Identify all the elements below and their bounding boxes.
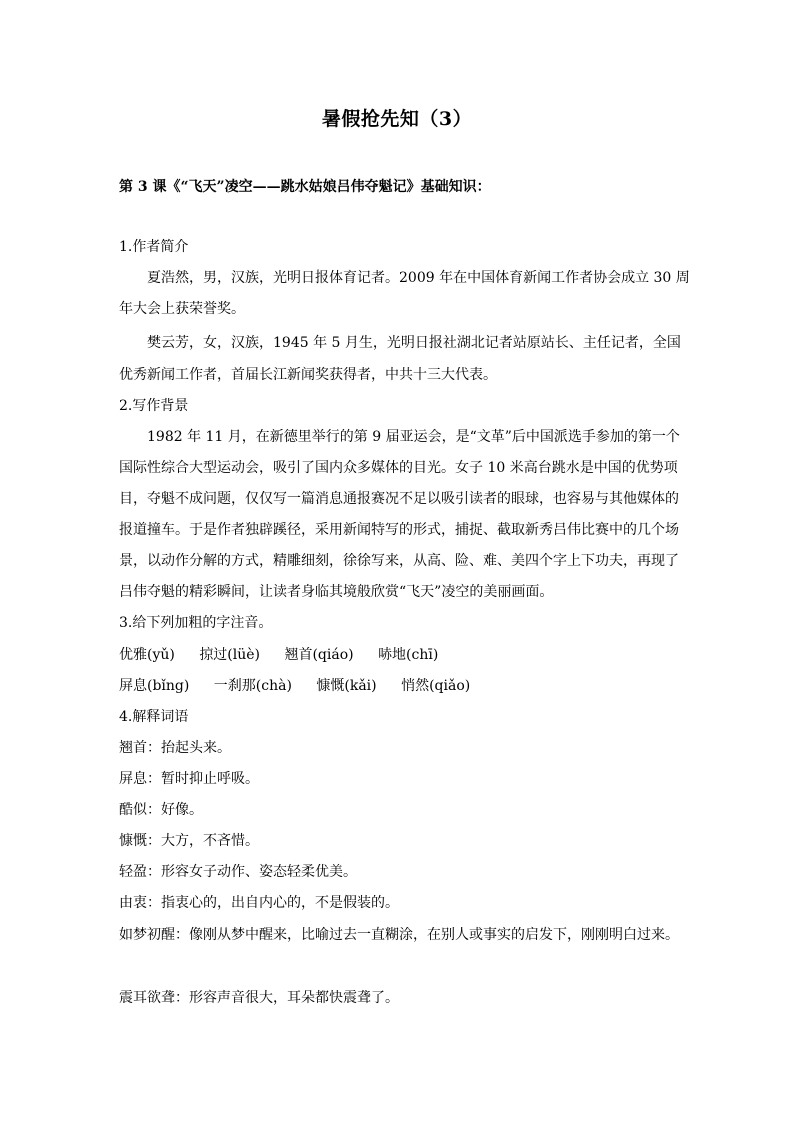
background-line: 报道撞车。于是作者独辟蹊径，采用新闻特写的形式，捕捉、截取新秀吕伟比赛中的几个场 xyxy=(119,522,679,538)
author-paragraph-2-line-2: 优秀新闻工作者，首届长江新闻奖获得者，中共十三大代表。 xyxy=(119,367,497,383)
vocab-item: 翘首：抬起头来。 xyxy=(119,740,231,756)
author-paragraph-1-line-2: 年大会上获荣誉奖。 xyxy=(119,301,245,317)
vocab-item: 轻盈：形容女子动作、姿态轻柔优美。 xyxy=(119,864,357,880)
pinyin-item: 慷慨(kǎi) xyxy=(316,678,377,694)
author-paragraph-1-line-1: 夏浩然，男，汉族，光明日报体育记者。2009 年在中国体育新闻工作者协会成立 30 周 xyxy=(147,270,690,286)
background-line: 吕伟夺魁的精彩瞬间，让读者身临其境般欣赏“飞天”凌空的美丽画面。 xyxy=(119,584,554,600)
pinyin-item: 掠过(lüè) xyxy=(199,647,261,663)
background-section-heading: 2.写作背景 xyxy=(119,398,189,414)
background-line: 1982 年 11 月，在新德里举行的第 9 届亚运会，是“文革”后中国派选手参加的第一个 xyxy=(147,429,680,445)
pinyin-section-heading: 3.给下列加粗的字注音。 xyxy=(119,615,273,631)
author-section-heading: 1.作者简介 xyxy=(119,239,189,255)
pinyin-item: 悄然(qiǎo) xyxy=(401,678,471,694)
pinyin-item: 翘首(qiáo) xyxy=(284,647,354,663)
pinyin-row-1 xyxy=(119,646,438,664)
vocab-item: 酷似：好像。 xyxy=(119,802,203,818)
vocab-item: 震耳欲聋：形容声音很大，耳朵都快震聋了。 xyxy=(119,990,399,1006)
vocab-item: 如梦初醒：像刚从梦中醒来，比喻过去一直糊涂，在别人或事实的启发下，刚刚明白过来。 xyxy=(119,927,679,943)
background-line: 国际性综合大型运动会，吸引了国内众多媒体的目光。女子 10 米高台跳水是中国的优势项 xyxy=(119,460,678,476)
background-line: 目，夺魁不成问题，仅仅写一篇消息通报赛况不足以吸引读者的眼球，也容易与其他媒体的 xyxy=(119,491,679,507)
background-line: 景，以动作分解的方式，精雕细刻，徐徐写来，从高、险、难、美四个字上下功夫，再现了 xyxy=(119,553,679,569)
vocab-section-heading: 4.解释词语 xyxy=(119,709,189,725)
pinyin-item: 屏息(bǐng) xyxy=(119,678,190,694)
vocab-item: 慷慨：大方，不吝惜。 xyxy=(119,833,259,849)
vocab-item: 屏息：暂时抑止呼吸。 xyxy=(119,771,259,787)
lesson-heading: 第 3 课《“飞天”凌空——跳水姑娘吕伟夺魁记》基础知识： xyxy=(119,179,491,195)
pinyin-item: 一刹那(chà) xyxy=(213,678,292,694)
pinyin-item: 哧地(chī) xyxy=(378,647,439,663)
author-paragraph-2-line-1: 樊云芳，女，汉族，1945 年 5 月生，光明日报社湖北记者站原站长、主任记者，全国 xyxy=(147,335,681,351)
vocab-item: 由衷：指衷心的，出自内心的，不是假装的。 xyxy=(119,895,399,911)
page-title: 暑假抢先知（3） xyxy=(321,108,473,130)
pinyin-item: 优雅(yǔ) xyxy=(119,647,175,663)
pinyin-row-2 xyxy=(119,677,470,695)
